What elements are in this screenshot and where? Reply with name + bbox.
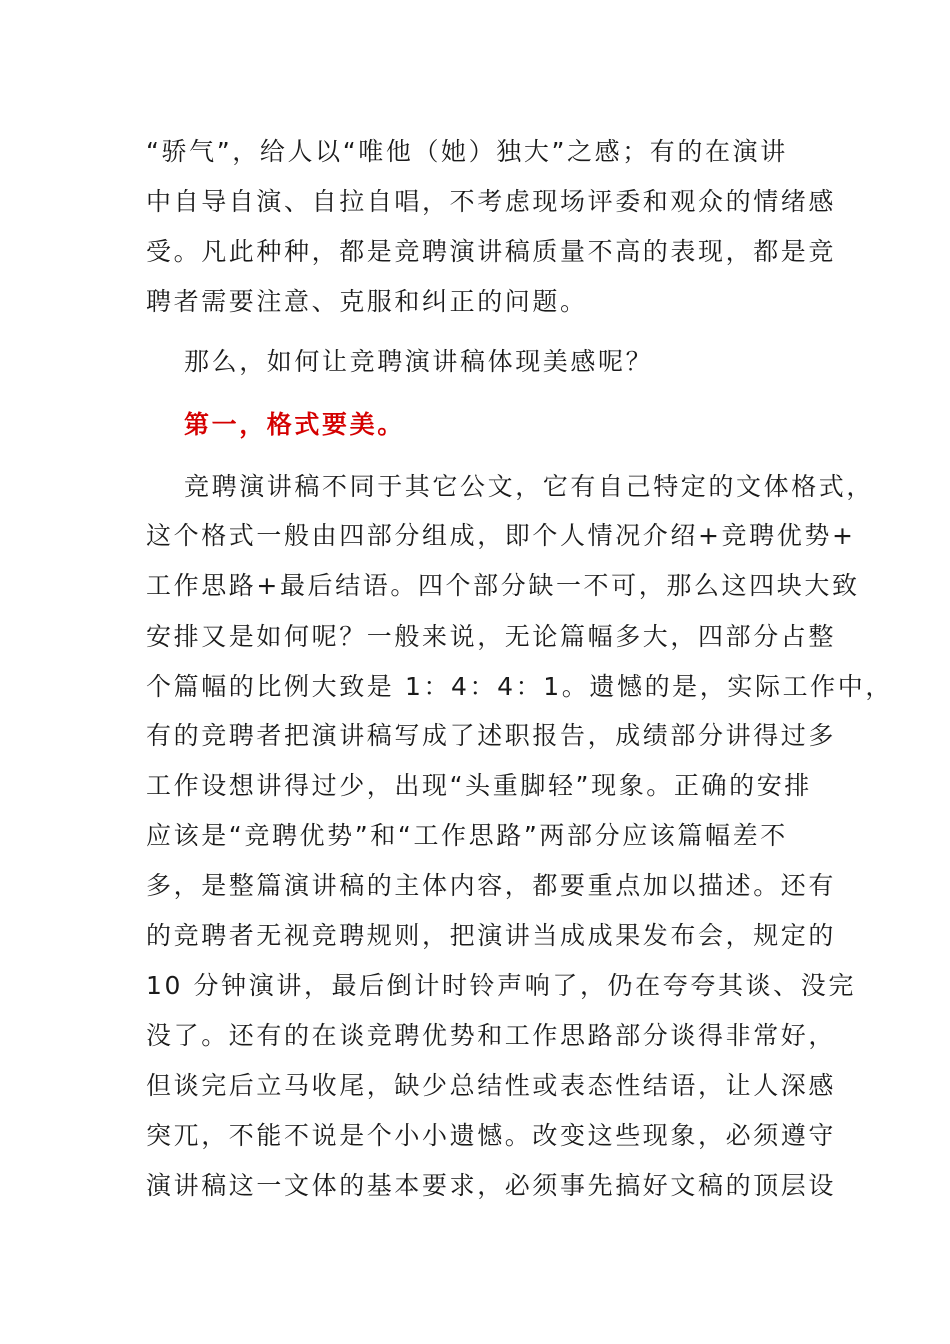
body-line: “骄气”，给人以“唯他（她）独大”之感；有的在演讲 — [146, 137, 788, 166]
body-line: 中自导自演、自拉自唱，不考虑现场评委和观众的情绪感 — [146, 187, 837, 216]
body-line: 那么，如何让竞聘演讲稿体现美感呢？ — [184, 347, 654, 376]
body-line: 受。凡此种种，都是竞聘演讲稿质量不高的表现，都是竞 — [146, 237, 837, 266]
body-line: 工作思路+最后结语。四个部分缺一不可，那么这四块大致 — [146, 571, 860, 600]
body-line: 个篇幅的比例大致是 1：4：4：1。遗憾的是，实际工作中， — [146, 672, 893, 701]
body-line: 的竞聘者无视竞聘规则，把演讲当成成果发布会，规定的 — [146, 921, 837, 950]
body-line: 竞聘演讲稿不同于其它公文，它有自己特定的文体格式， — [184, 472, 875, 501]
body-line: 突兀，不能不说是个小小遗憾。改变这些现象，必须遵守 — [146, 1121, 837, 1150]
body-line: 这个格式一般由四部分组成，即个人情况介绍+竞聘优势+ — [146, 521, 856, 550]
body-line: 演讲稿这一文体的基本要求，必须事先搞好文稿的顶层设 — [146, 1171, 837, 1200]
body-line: 没了。还有的在谈竞聘优势和工作思路部分谈得非常好， — [146, 1021, 837, 1050]
body-line: 应该是“竞聘优势”和“工作思路”两部分应该篇幅差不 — [146, 821, 788, 850]
body-line: 聘者需要注意、克服和纠正的问题。 — [146, 287, 588, 316]
body-line: 安排又是如何呢？一般来说，无论篇幅多大，四部分占整 — [146, 622, 837, 651]
body-line: 工作设想讲得过少，出现“头重脚轻”现象。正确的安排 — [146, 771, 812, 800]
body-line: 但谈完后立马收尾，缺少总结性或表态性结语，让人深感 — [146, 1071, 837, 1100]
body-line: 有的竞聘者把演讲稿写成了述职报告，成绩部分讲得过多 — [146, 721, 837, 750]
body-line: 10 分钟演讲，最后倒计时铃声响了，仍在夸夸其谈、没完 — [146, 971, 856, 1000]
body-line: 多，是整篇演讲稿的主体内容，都要重点加以描述。还有 — [146, 871, 837, 900]
section-heading: 第一，格式要美。 — [184, 410, 405, 439]
